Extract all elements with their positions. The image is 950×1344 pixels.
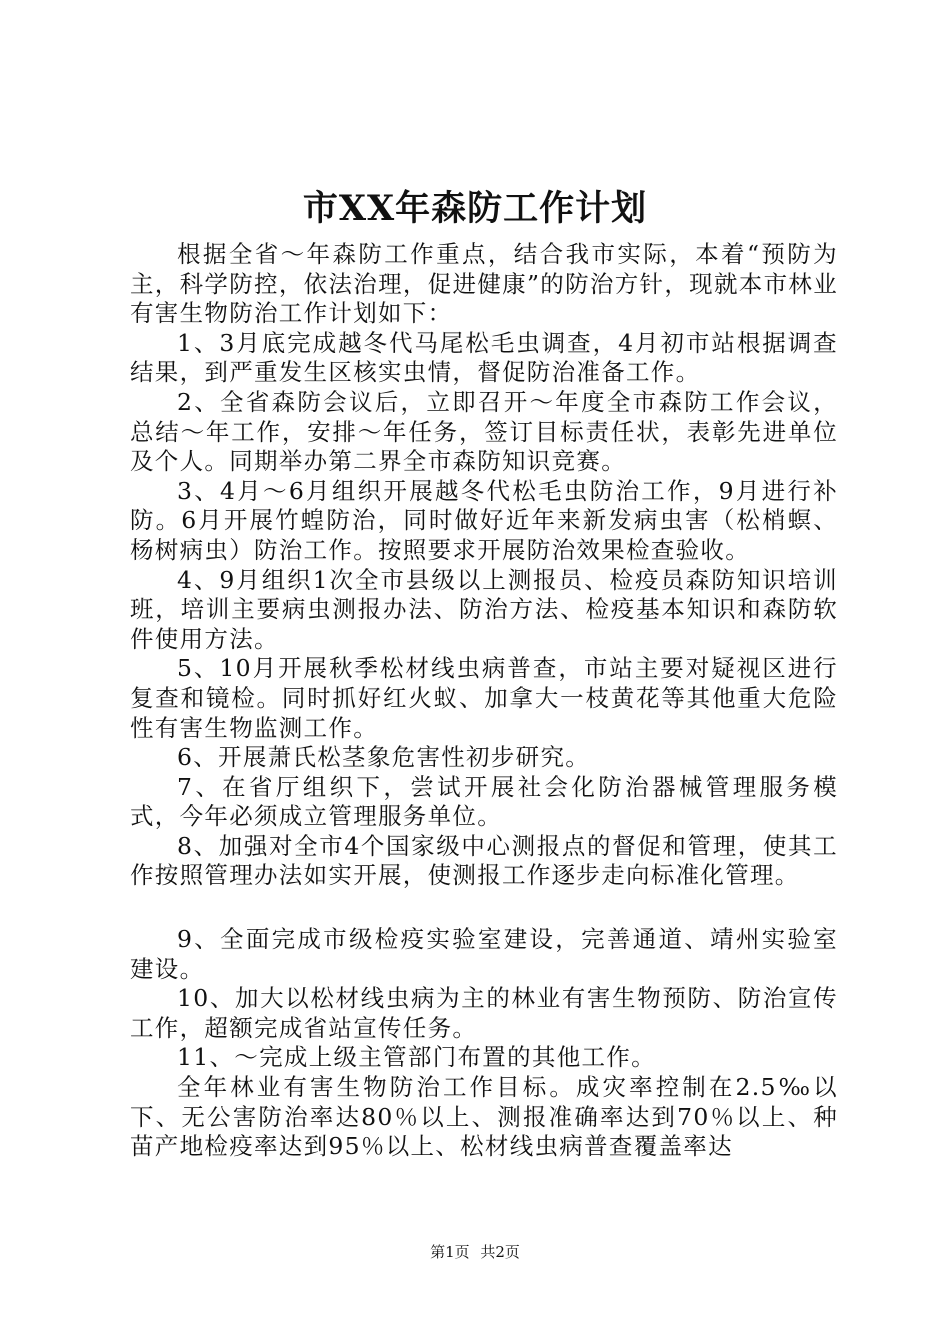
plan-item-5: 5、10月开展秋季松材线虫病普查，市站主要对疑视区进行复查和镜检。同时抓好红火蚁、加拿大一枝黄花等其他重大危险性有害生物监测工作。 <box>130 654 838 742</box>
annual-goals-paragraph: 全年林业有害生物防治工作目标。成灾率控制在2.5‰以下、无公害防治率达80％以上、测报准确率达到70％以上、种苗产地检疫率达到95％以上、松材线虫病普查覆盖率达 <box>130 1073 838 1161</box>
plan-item-6: 6、开展萧氏松茎象危害性初步研究。 <box>177 743 591 772</box>
document-title: 市XX年森防工作计划 <box>302 188 648 229</box>
plan-item-8: 8、加强对全市4个国家级中心测报点的督促和管理，使其工作按照管理办法如实开展，使测报工作逐步走向标准化管理。 <box>130 831 838 890</box>
plan-item-4: 4、9月组织1次全市县级以上测报员、检疫员森防知识培训班，培训主要病虫测报办法、防治方法、检疫基本知识和森防软件使用方法。 <box>130 565 838 653</box>
plan-item-2: 2、全省森防会议后，立即召开～年度全市森防工作会议，总结～年工作，安排～年任务，签订目标责任状，表彰先进单位及个人。同期举办第二界全市森防知识竞赛。 <box>130 387 838 476</box>
page-number: 第1页 <box>430 1243 470 1261</box>
plan-item-11: 11、～完成上级主管部门布置的其他工作。 <box>177 1043 656 1072</box>
intro-paragraph: 根据全省～年森防工作重点，结合我市实际，本着“预防为主，科学防控，依法治理，促进健康”的防治方针，现就本市林业有害生物防治工作计划如下： <box>130 240 838 328</box>
plan-item-9: 9、全面完成市级检疫实验室建设，完善通道、靖州实验室建设。 <box>130 925 838 983</box>
plan-item-3: 3、4月～6月组织开展越冬代松毛虫防治工作，9月进行补防。6月开展竹蝗防治，同时做好近年来新发病虫害（松梢螟、杨树病虫）防治工作。按照要求开展防治效果检查验收。 <box>130 476 838 564</box>
plan-item-10: 10、加大以松材线虫病为主的林业有害生物预防、防治宣传工作，超额完成省站宣传任务。 <box>130 984 838 1042</box>
document-body <box>130 240 838 1162</box>
page-total: 共2页 <box>480 1243 520 1261</box>
plan-item-7: 7、在省厅组织下，尝试开展社会化防治器械管理服务模式，今年必须成立管理服务单位。 <box>130 772 838 831</box>
page-footer <box>0 1242 950 1262</box>
plan-item-1: 1、3月底完成越冬代马尾松毛虫调查，4月初市站根据调查结果，到严重发生区核实虫情，督促防治准备工作。 <box>130 328 838 387</box>
